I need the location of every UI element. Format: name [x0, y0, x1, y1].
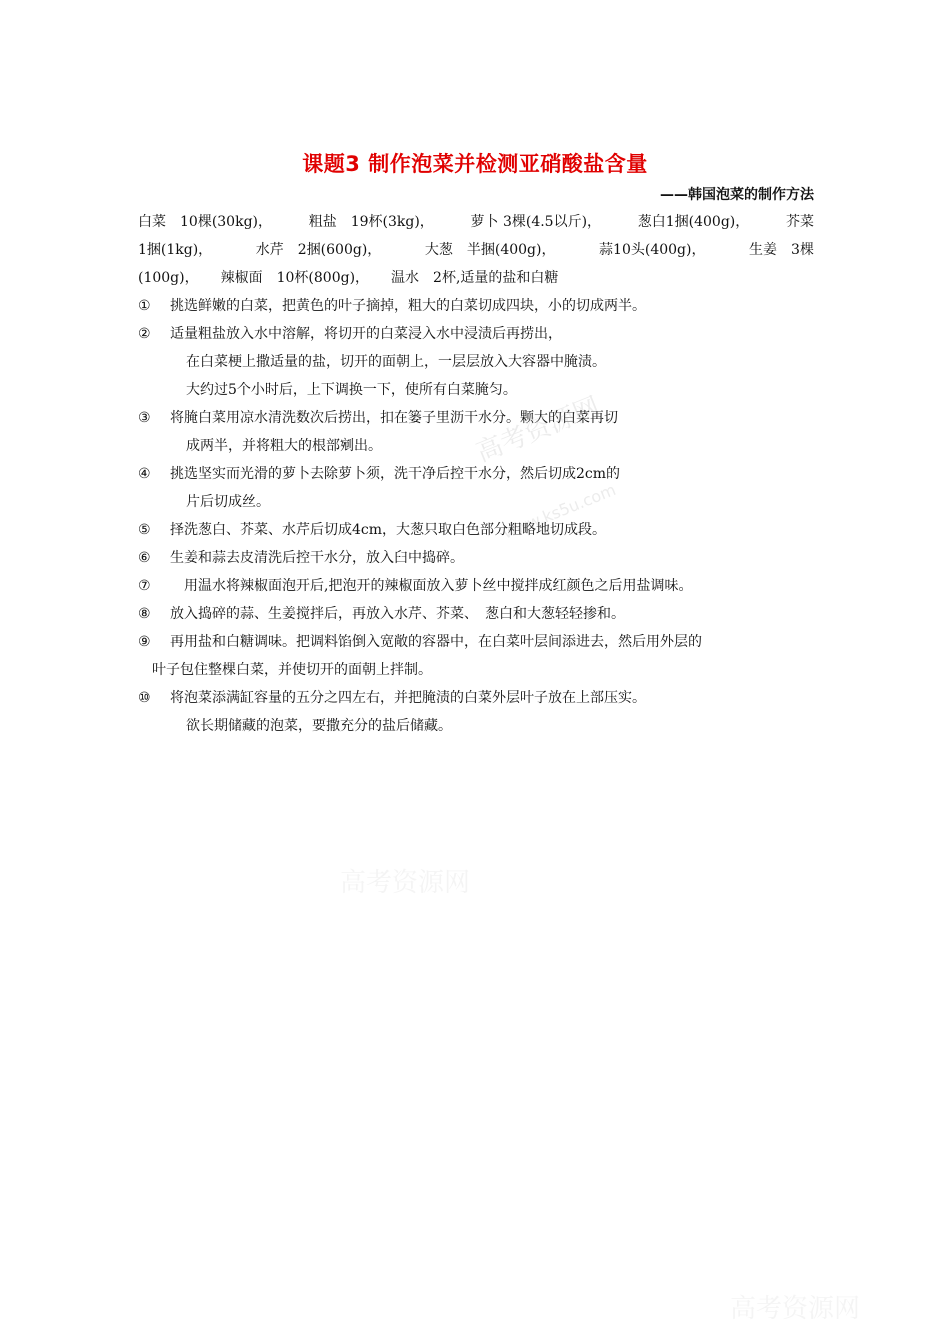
- step-number: ③: [138, 410, 151, 426]
- step-text: 用温水将辣椒面泡开后,把泡开的辣椒面放入萝卜丝中搅拌成红颜色之后用盐调味。: [170, 578, 693, 594]
- step-text: 择洗葱白、芥菜、水芹后切成4cm，大葱只取白色部分粗略地切成段。: [170, 522, 607, 538]
- ingredient-item: (100g)，: [138, 270, 199, 286]
- step-3-continued: 成两半，并将粗大的根部剜出。: [186, 438, 382, 454]
- step-2: [138, 320, 828, 348]
- ingredient-item: 葱白1捆(400g)，: [637, 214, 750, 230]
- step-number: ⑥: [138, 550, 151, 566]
- step-text: 再用盐和白糖调味。把调料馅倒入宽敞的容器中，在白菜叶层间添进去，然后用外层的: [170, 634, 702, 650]
- step-text: 挑选鲜嫩的白菜，把黄色的叶子摘掉，粗大的白菜切成四块，小的切成两半。: [170, 298, 646, 314]
- step-text: 挑选坚实而光滑的萝卜去除萝卜须，洗干净后控干水分，然后切成2cm的: [170, 466, 621, 482]
- ingredients-list: [138, 208, 814, 292]
- step-text: 生姜和蒜去皮清洗后控干水分，放入臼中捣碎。: [170, 550, 464, 566]
- step-text: 将泡菜添满缸容量的五分之四左右，并把腌渍的白菜外层叶子放在上部压实。: [170, 690, 646, 706]
- watermark: www.ks5u.com: [500, 480, 619, 543]
- step-4-continued: 片后切成丝。: [186, 494, 270, 510]
- step-7: [138, 572, 828, 600]
- ingredients-line: [138, 236, 814, 264]
- watermark: 高考资源网: [730, 1294, 861, 1324]
- step-text: 放入捣碎的蒜、生姜搅拌后，再放入水芹、芥菜、 葱白和大葱轻轻掺和。: [170, 606, 625, 622]
- page-title: 课题3 制作泡菜并检测亚硝酸盐含量: [302, 152, 648, 176]
- step-number: ⑩: [138, 690, 151, 706]
- step-5: [138, 516, 828, 544]
- ingredient-item: 蒜10头(400g)，: [599, 242, 706, 258]
- step-9: [138, 628, 828, 656]
- ingredient-item: 萝卜 3棵(4.5以斤)，: [470, 214, 602, 230]
- steps-list: [138, 292, 828, 740]
- step-9-continued: 叶子包住整棵白菜，并使切开的面朝上拌制。: [152, 662, 432, 678]
- ingredient-item: 1捆(1kg)，: [138, 242, 213, 258]
- ingredient-item: 白菜 10棵(30kg)，: [138, 214, 272, 230]
- ingredient-item: 芥菜: [785, 214, 814, 230]
- ingredient-item: 大葱 半捆(400g)，: [424, 242, 556, 258]
- step-number: ⑧: [138, 606, 151, 622]
- step-number: ⑦: [138, 578, 151, 594]
- step-6: [138, 544, 828, 572]
- watermark: 高考资源网: [472, 391, 605, 469]
- step-number: ②: [138, 326, 151, 342]
- page-subtitle: ——韩国泡菜的制作方法: [660, 187, 814, 203]
- step-number: ⑨: [138, 634, 151, 650]
- watermark: 高考资源网: [340, 868, 471, 898]
- step-10: [138, 684, 828, 712]
- step-8: [138, 600, 828, 628]
- ingredients-line: [138, 264, 814, 292]
- step-3: [138, 404, 828, 432]
- step-number: ①: [138, 298, 151, 314]
- step-text: 将腌白菜用凉水清洗数次后捞出，扣在篓子里沥干水分。颗大的白菜再切: [170, 410, 618, 426]
- step-number: ⑤: [138, 522, 151, 538]
- ingredient-item: 辣椒面 10杯(800g)，: [220, 270, 370, 286]
- step-2-continued: 在白菜梗上撒适量的盐，切开的面朝上，一层层放入大容器中腌渍。: [186, 354, 606, 370]
- step-10-continued: 欲长期储藏的泡菜，要撒充分的盐后储藏。: [186, 718, 452, 734]
- ingredient-item: 粗盐 19杯(3kg)，: [308, 214, 434, 230]
- ingredient-item: 温水 2杯,适量的盐和白糖: [391, 270, 559, 286]
- step-text: 适量粗盐放入水中溶解，将切开的白菜浸入水中浸渍后再捞出，: [170, 326, 562, 342]
- ingredient-item: 水芹 2捆(600g)，: [255, 242, 382, 258]
- ingredients-line: [138, 208, 814, 236]
- step-4: [138, 460, 828, 488]
- step-2-continued: 大约过5个小时后，上下调换一下，使所有白菜腌匀。: [186, 382, 517, 398]
- ingredient-item: 生姜 3棵: [749, 242, 814, 258]
- step-number: ④: [138, 466, 151, 482]
- step-1: [138, 292, 828, 320]
